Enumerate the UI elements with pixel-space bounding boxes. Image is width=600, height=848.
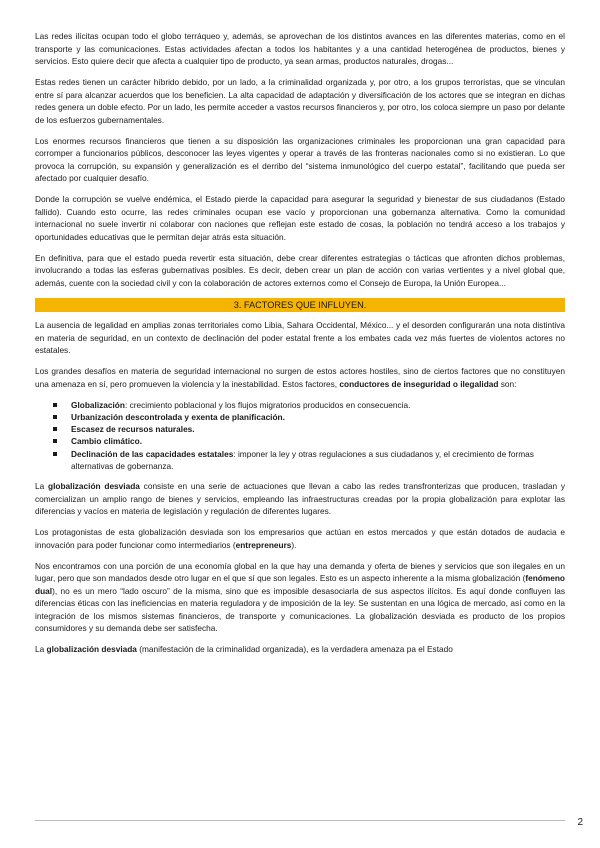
list-item bbox=[71, 435, 565, 447]
document-body bbox=[35, 30, 565, 664]
paragraph: Las redes ilícitas ocupan todo el globo terráqueo y, además, se aprovechan de los distintos avances en las diferentes materias, como en el transporte y las comunicaciones. Estas actividades afectan a todos los habitantes y a una cantidad heterogénea de productos, bienes y servicios. Esto quiere decir que afecta a cualquier tipo de producto, ya sean armas, productos naturales, drogas... bbox=[35, 31, 565, 66]
bold-term: globalización desviada bbox=[48, 481, 140, 492]
bold-term: globalización desviada bbox=[46, 644, 137, 655]
paragraph-text: consiste en una serie de actuaciones que llevan a cabo las redes transfronterizas que producen, trasladan y comercializan un amplio rango de bienes y servicios, empleando las infraestructuras creadas por la propia globalización para explotar las diferencias y vacíos en materia de legislación y regulación de diferentes lugares. bbox=[35, 481, 565, 517]
bold-term: Urbanización descontrolada y exenta de planificación. bbox=[71, 411, 285, 422]
bullet-icon bbox=[53, 403, 57, 407]
bullet-icon bbox=[53, 415, 57, 419]
paragraph-text: Nos encontramos con una porción de una economía global en la que hay una demanda y oferta de bienes y servicios que son ilegales en un lugar, pero que son mandados desde otro lugar en el que sí que son legales. Esto es un aspecto inherente a la misma globalización ( bbox=[35, 560, 565, 584]
bold-term: Cambio climático. bbox=[71, 436, 143, 447]
paragraph-text: ), no es un mero “lado oscuro” de la misma, sino que es imposible desasociarla de sus aspectos ilícitos. Es aquí donde confluyen las diferencias éticas con las ineficiencias en materia reguladora y de imposición de la ley. Se sustentan en una lógica de mercado, así como en la integración de los mismos sistemas financieros, de transporte y comunicaciones. La globalización desviada es producto de los propios consumidores y su demanda debe ser satisfecha. bbox=[35, 585, 565, 634]
bold-term: Escasez de recursos naturales. bbox=[71, 424, 195, 435]
paragraph-text: Los grandes desafíos en materia de seguridad internacional no surgen de estos actores hostiles, sino de ciertos factores que no constituyen una amenaza en sí, pero promueven la violencia y la inestabilidad. Estos factores, bbox=[35, 366, 565, 389]
list-item-text: : crecimiento poblacional y los flujos migratorios producidos en consecuencia. bbox=[124, 399, 411, 410]
paragraph: Estas redes tienen un carácter híbrido debido, por un lado, a la criminalidad organizada y, por otro, a los grupos terroristas, que se vinculan entre sí para alcanzar acuerdos que los beneficien. La alta capacidad de adaptación y diversificación de los actores que se integran en dichas redes genera un doble efecto. Por un lado, les permite acceder a vastos recursos financieros y, por otro, los coloca siempre un paso por delante de los esfuerzos gubernamentales. bbox=[35, 77, 565, 125]
paragraph bbox=[35, 480, 565, 518]
list-item bbox=[71, 423, 565, 435]
paragraph: Donde la corrupción se vuelve endémica, el Estado pierde la capacidad para asegurar la seguridad y bienestar de sus ciudadanos (Estado fallido). Cuando esto ocurre, las redes criminales ocupan ese vacío y proporcionan una gobernanza alternativa. Como la comunidad internacional no suele invertir ni colaborar con naciones que reflejan este estado de cosas, la población no tendrá acceso a los trabajos y oportunidades educativas que le permitan dejar atrás esta situación. bbox=[35, 194, 565, 242]
bold-term: entrepreneurs bbox=[235, 539, 292, 550]
bullet-icon bbox=[53, 439, 57, 443]
section-heading: 3. FACTORES QUE INFLUYEN. bbox=[35, 298, 565, 312]
page-number: 2 bbox=[577, 817, 583, 828]
bold-term: Declinación de las capacidades estatales bbox=[71, 448, 234, 459]
paragraph bbox=[35, 526, 565, 551]
paragraph-text: (manifestación de la criminalidad organizada), es la verdadera amenaza pa el Estado bbox=[136, 644, 453, 655]
bold-term: Globalización bbox=[71, 399, 125, 410]
bullet-icon bbox=[53, 452, 57, 456]
paragraph: En definitiva, para que el estado pueda revertir esta situación, debe crear diferentes estrategias o tácticas que afronten dichos problemas, involucrando a todas las esferas gubernativas posibles. Es decir, deben crear un plan de acción con varias vertientes y a nivel global que, además, cuente con la sociedad civil y con la colaboración de actores externos como el Consejo de Europa, la Unión Europea... bbox=[35, 252, 565, 288]
paragraph: La ausencia de legalidad en amplias zonas territoriales como Libia, Sahara Occidental, México... y el desorden configurarán una nota distintiva en materia de seguridad, en un contexto de declinación del poder estatal frente a los embates cada vez más fuertes de violentos actores no estatales. bbox=[35, 320, 565, 355]
paragraph-text: ). bbox=[291, 539, 297, 550]
footer-divider bbox=[35, 820, 565, 821]
bold-term: fenómeno dual bbox=[35, 573, 565, 596]
paragraph-text: La bbox=[35, 481, 49, 492]
paragraph-text: Los protagonistas de esta globalización desviada son los empresarios que actúan en estos mercados y que están dotados de audacia e innovación para poder funcionar como intermediarios ( bbox=[35, 527, 565, 550]
list-item bbox=[71, 399, 565, 411]
paragraph: Los enormes recursos financieros que tienen a su disposición las organizaciones criminales les proporcionan una gran capacidad para corromper a funcionarios públicos, desconocer las leyes vigentes y operar a través de las fronteras nacionales como si no existieran. Lo que provoca la corrupción, su expansión y generalización es el derribo del “sistema inmunológico del cuerpo estatal”, facilitando que pueda ser afectado por cualquier desafío. bbox=[35, 135, 565, 183]
factor-list bbox=[35, 399, 565, 473]
list-item bbox=[71, 411, 565, 423]
paragraph-text: La bbox=[35, 644, 47, 655]
list-item bbox=[71, 448, 565, 473]
list-item-text: : imponer la ley y otras regulaciones a sus ciudadanos y, el crecimiento de formas alternativas de gobernanza. bbox=[71, 448, 534, 471]
paragraph bbox=[35, 560, 565, 635]
bold-term: conductores de inseguridad o ilegalidad bbox=[339, 378, 499, 389]
bullet-icon bbox=[53, 427, 57, 431]
paragraph bbox=[35, 365, 565, 390]
paragraph-text: son: bbox=[498, 378, 517, 389]
paragraph bbox=[35, 643, 565, 656]
